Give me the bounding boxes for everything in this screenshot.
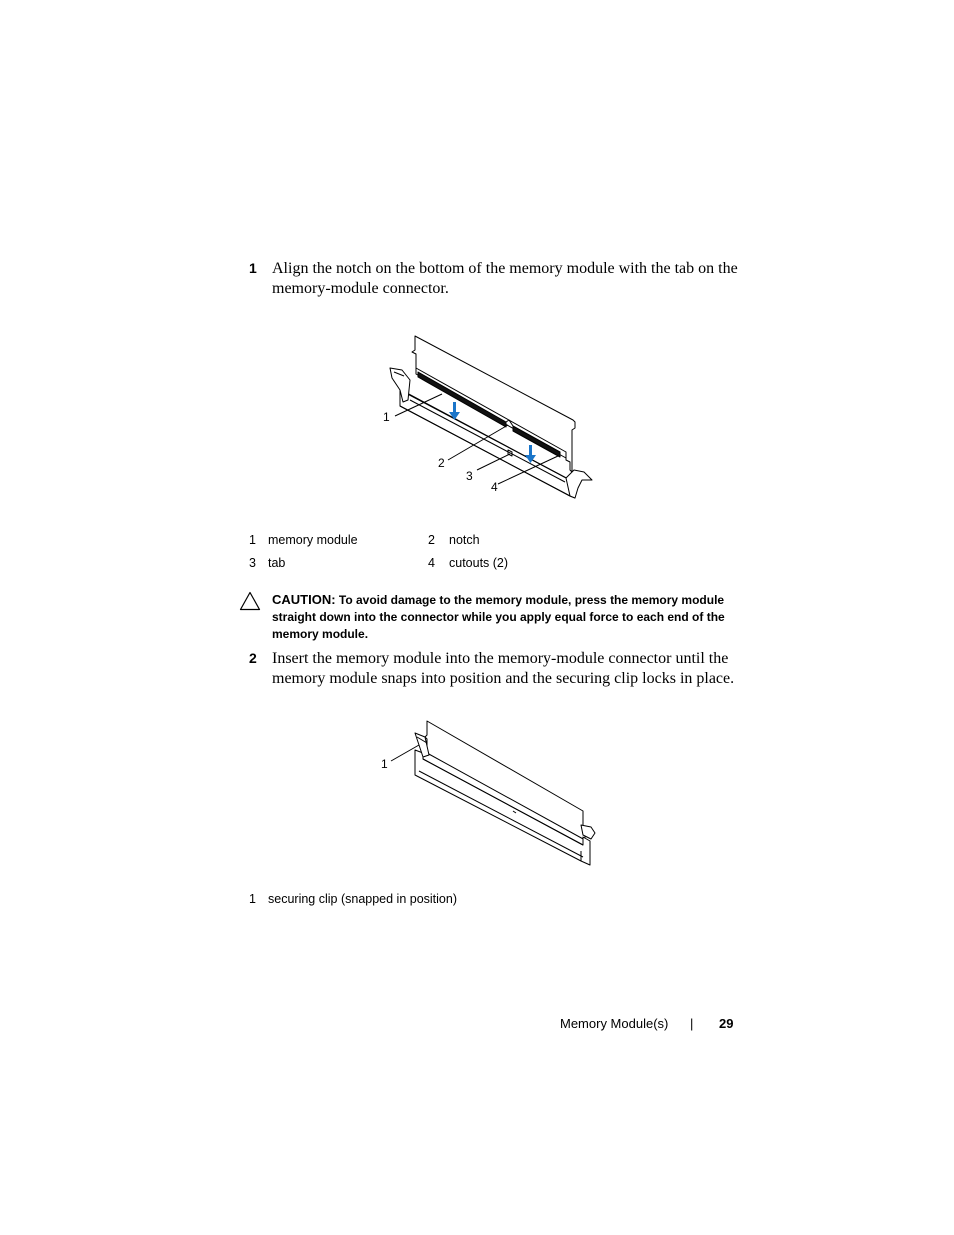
step-2-line-2: memory module snaps into position and the securing clip locks in place. bbox=[272, 669, 735, 687]
figure-1-legend-num-4: 4 bbox=[428, 556, 435, 570]
figure-1-legend-num-1: 1 bbox=[249, 533, 256, 547]
caution-label: CAUTION: bbox=[272, 592, 336, 607]
step-1-line-1: Align the notch on the bottom of the memory module with the tab on the bbox=[272, 260, 738, 277]
connector-right-clip bbox=[566, 470, 592, 498]
caution-block bbox=[272, 591, 742, 643]
step-2-line-1: Insert the memory module into the memory-module connector until the bbox=[272, 650, 729, 667]
figure-2-legend-num-1: 1 bbox=[249, 892, 256, 906]
figure-1-callout-3: 3 bbox=[466, 469, 473, 483]
figure-1-legend-num-2: 2 bbox=[428, 533, 435, 547]
figure-1-memory-module-alignment bbox=[370, 330, 600, 510]
figure-1-callout-1: 1 bbox=[383, 410, 390, 424]
caution-line-1: To avoid damage to the memory module, press the memory module bbox=[338, 593, 725, 607]
step-2-number: 2 bbox=[249, 650, 257, 666]
figure-1-legend-label-2: notch bbox=[449, 533, 480, 547]
figure-1-callout-4: 4 bbox=[491, 480, 498, 494]
step-1-text bbox=[272, 259, 742, 298]
figure-2-memory-module-seated bbox=[385, 715, 595, 870]
figure-1-legend-label-3: tab bbox=[268, 556, 286, 570]
caution-triangle-icon bbox=[239, 591, 261, 611]
figure-2-callout-1: 1 bbox=[381, 757, 388, 771]
step-1-number: 1 bbox=[249, 260, 257, 276]
step-2-text bbox=[272, 649, 742, 688]
figure-1-legend-label-1: memory module bbox=[268, 533, 358, 547]
figure-2-legend-label-1: securing clip (snapped in position) bbox=[268, 892, 457, 906]
figure-1-callout-2: 2 bbox=[438, 456, 445, 470]
footer-section-title: Memory Module(s) bbox=[560, 1016, 669, 1031]
figure-1-legend-label-4: cutouts (2) bbox=[449, 556, 509, 570]
step-1-line-2: memory-module connector. bbox=[272, 279, 449, 297]
footer-separator: | bbox=[690, 1016, 694, 1031]
figure-1-legend-num-3: 3 bbox=[249, 556, 256, 570]
caution-line-2: straight down into the connector while you apply equal force to each end of the bbox=[272, 610, 725, 624]
caution-line-3: memory module. bbox=[272, 627, 369, 641]
footer-page-number: 29 bbox=[719, 1016, 734, 1031]
